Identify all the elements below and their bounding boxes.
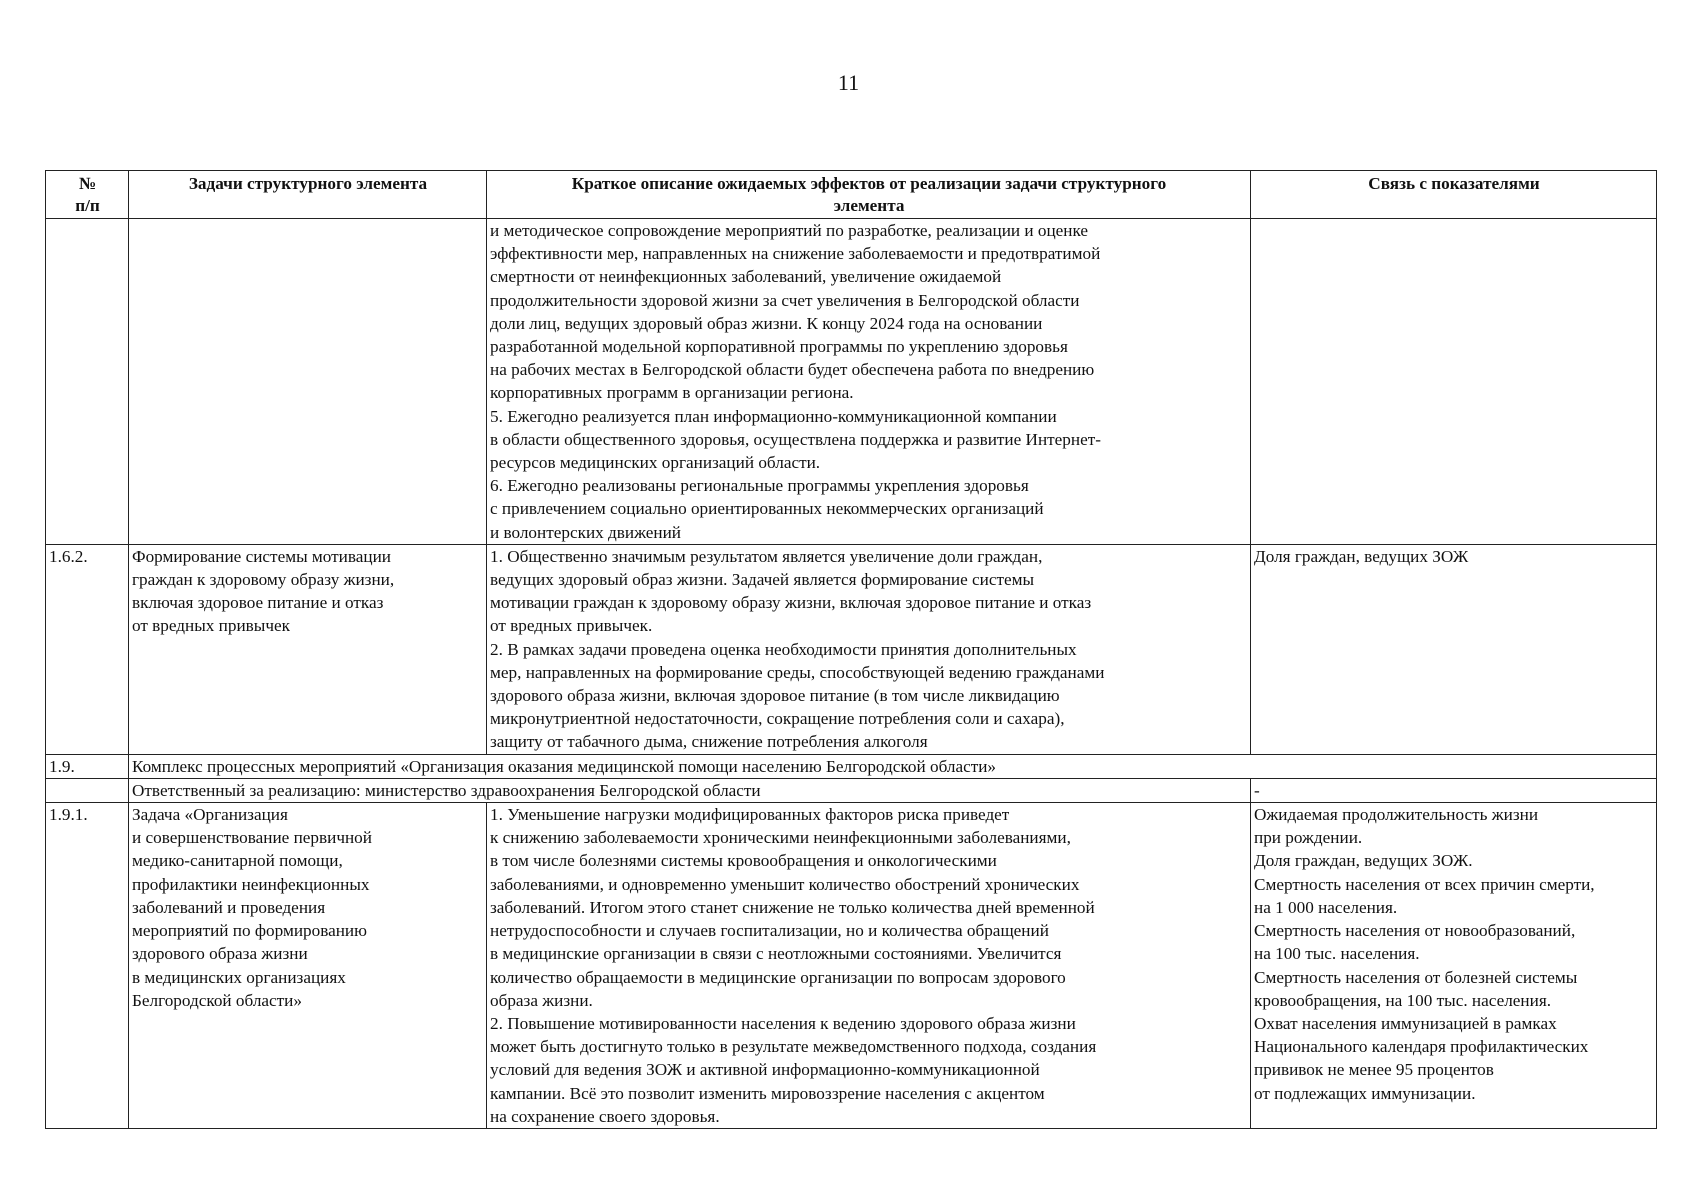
cell-num xyxy=(46,219,129,545)
cell-indicators xyxy=(1251,219,1657,545)
cell-effects: 1. Общественно значимым результатом является увеличение доли граждан, ведущих здоровый образ жизни. Задачей является формирование системы мотивации граждан к здоровому образу жизни, включая здоровое питание и отказ от вредных привычек. 2. В рамках задачи проведена оценка необходимости принятия дополнительных мер, направленных на формирование среды, способствующей ведению гражданами здорового образа жизни, включая здоровое питание (в том числе ликвидацию микронутриентной недостаточности, сокращение потребления соли и сахара), защиту от табачного дыма, снижение потребления алкоголя xyxy=(487,544,1251,754)
measures-table xyxy=(45,170,1657,1129)
cell-task xyxy=(129,219,487,545)
cell-effects: 1. Уменьшение нагрузки модифицированных факторов риска приведет к снижению заболеваемости хроническими неинфекционными заболеваниями, в том числе болезнями системы кровообращения и онкологическими заболеваниями, и одновременно уменьшит количество обострений хронических заболеваний. Итогом этого станет снижение не только количества дней временной нетрудоспособности и случаев госпитализации, но и количества обращений в медицинские организации в связи с неотложными состояниями. Увеличится количество обращаемости в медицинские организации по вопросам здорового образа жизни. 2. Повышение мотивированности населения к ведению здорового образа жизни может быть достигнуто только в результате межведомственного подхода, создания условий для ведения ЗОЖ и активной информационно-коммуникационной кампании. Всё это позволит изменить мировоззрение населения с акцентом на сохранение своего здоровья. xyxy=(487,803,1251,1129)
cell-num: 1.6.2. xyxy=(46,544,129,754)
table-row-responsible xyxy=(46,778,1657,802)
cell-num: 1.9. xyxy=(46,754,129,778)
cell-task: Формирование системы мотивации граждан к здоровому образу жизни, включая здоровое питание и отказ от вредных привычек xyxy=(129,544,487,754)
cell-indicators: - xyxy=(1251,778,1657,802)
cell-effects: и методическое сопровождение мероприятий по разработке, реализации и оценке эффективности мер, направленных на снижение заболеваемости и предотвратимой смертности от неинфекционных заболеваний, увеличение ожидаемой продолжительности здоровой жизни за счет увеличения в Белгородской области доли лиц, ведущих здоровый образ жизни. К концу 2024 года на основании разработанной модельной корпоративной программы по укреплению здоровья на рабочих местах в Белгородской области будет обеспечена работа по внедрению корпоративных программ в организации региона. 5. Ежегодно реализуется план информационно-коммуникационной компании в области общественного здоровья, осуществлена поддержка и развитие Интернет- ресурсов медицинских организаций области. 6. Ежегодно реализованы региональные программы укрепления здоровья с привлечением социально ориентированных некоммерческих организаций и волонтерских движений xyxy=(487,219,1251,545)
header-tasks: Задачи структурного элемента xyxy=(129,171,487,219)
cell-num: 1.9.1. xyxy=(46,803,129,1129)
cell-indicators: Ожидаемая продолжительность жизни при рождении. Доля граждан, ведущих ЗОЖ. Смертность населения от всех причин смерти, на 1 000 населения. Смертность населения от новообразований, на 100 тыс. населения. Смертность населения от болезней системы кровообращения, на 100 тыс. населения. Охват населения иммунизацией в рамках Национального календаря профилактических прививок не менее 95 процентов от подлежащих иммунизации. xyxy=(1251,803,1657,1129)
page-number: 11 xyxy=(837,70,860,95)
responsible-text: Ответственный за реализацию: министерство здравоохранения Белгородской области xyxy=(129,778,1251,802)
cell-num xyxy=(46,778,129,802)
table-row-1-6-2 xyxy=(46,544,1657,754)
table-row-1-9 xyxy=(46,754,1657,778)
header-effects: Краткое описание ожидаемых эффектов от реализации задачи структурного элемента xyxy=(487,171,1251,219)
table-row-continuation xyxy=(46,219,1657,545)
cell-indicators: Доля граждан, ведущих ЗОЖ xyxy=(1251,544,1657,754)
table-header-row xyxy=(46,171,1657,219)
table-row-1-9-1 xyxy=(46,803,1657,1129)
cell-task: Задача «Организация и совершенствование первичной медико-санитарной помощи, профилактики неинфекционных заболеваний и проведения мероприятий по формированию здорового образа жизни в медицинских организациях Белгородской области» xyxy=(129,803,487,1129)
header-indicators: Связь с показателями xyxy=(1251,171,1657,219)
section-title: Комплекс процессных мероприятий «Организация оказания медицинской помощи населению Белгородской области» xyxy=(129,754,1657,778)
header-num: № п/п xyxy=(46,171,129,219)
